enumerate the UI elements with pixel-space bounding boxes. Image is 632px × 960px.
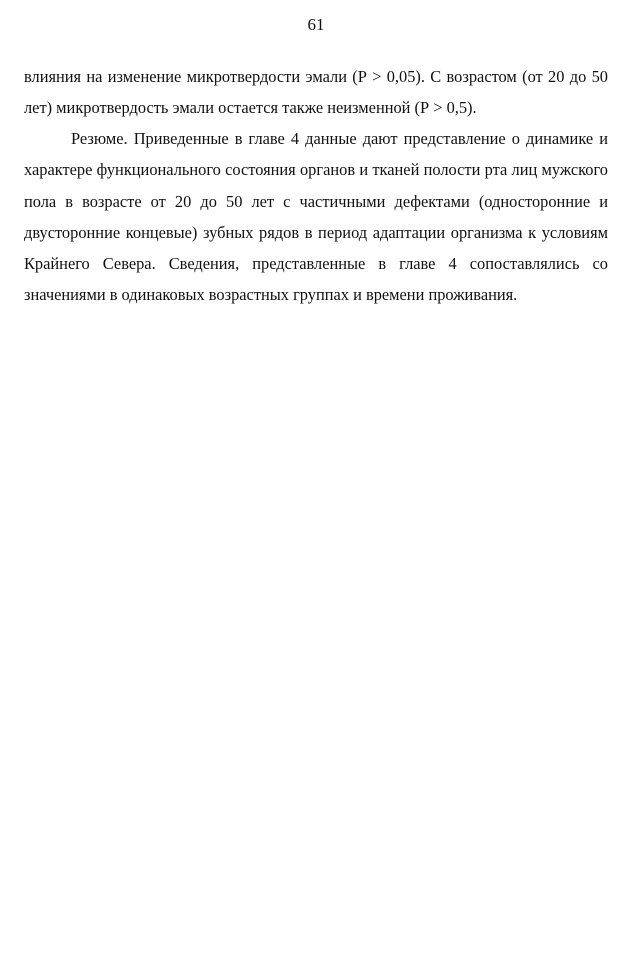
page-number: 61 — [307, 15, 325, 34]
paragraph-summary: Резюме. Приведенные в главе 4 данные дают представление о динамике и характере функционального состояния органов и тканей полости рта лиц мужского пола в возрасте от 20 до 50 лет с частичными дефектами (односторонние и двусторонние концевые) зубных рядов в период адаптации организма к условиям Крайнего Севера. Сведения, представленные в главе 4 сопоставлялись со значениями в одинаковых возрастных группах и времени проживания. — [24, 129, 608, 305]
paragraph-continuation: влияния на изменение микротвердости эмали (Р > 0,05). С возрастом (от 20 до 50 лет) микротвердость эмали остается также неизменной (Р > 0,5). — [24, 67, 608, 118]
